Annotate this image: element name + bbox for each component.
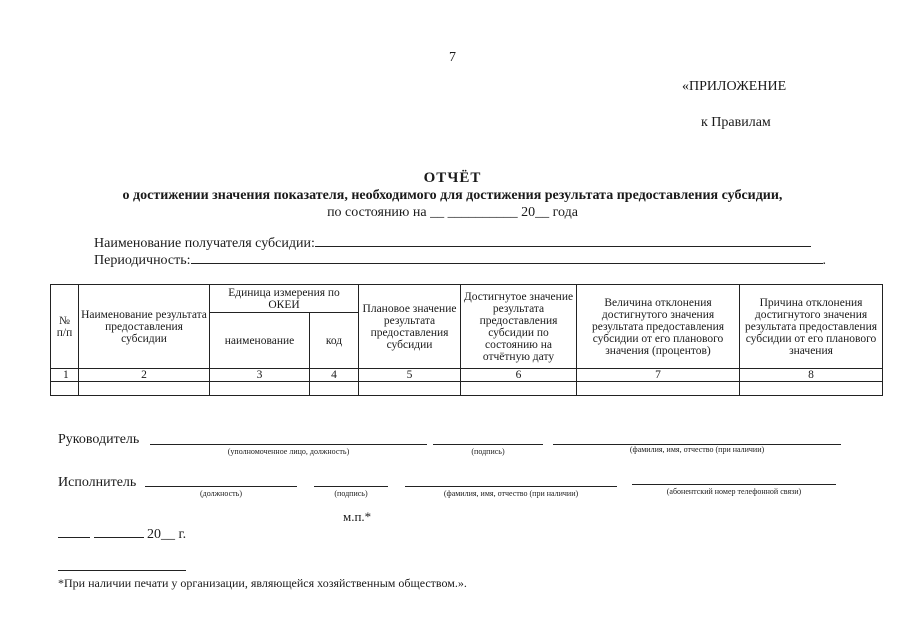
head-caption-signature: (подпись) (471, 447, 505, 456)
header-num: № п/п (51, 285, 79, 369)
exec-caption-phone: (абонентский номер телефонной связи) (666, 487, 802, 496)
periodicity-field (94, 251, 826, 269)
header-unit-code: код (310, 313, 359, 369)
head-label: Руководитель (58, 432, 140, 447)
date-line (58, 525, 186, 543)
head-caption-name: (фамилия, имя, отчество (при наличии) (629, 445, 765, 454)
header-deviation: Величина отклонения достигнутого значения результата предоставления субсидии от его планового значения (процентов) (577, 285, 740, 369)
column-number: 3 (210, 369, 310, 382)
exec-caption-position: (должность) (200, 489, 242, 498)
exec-caption-signature: (подпись) (334, 489, 368, 498)
header-unit-group: Единица измерения по ОКЕИ (210, 285, 359, 313)
report-table (50, 284, 883, 396)
page-number: 7 (449, 50, 456, 65)
head-signature-line (433, 444, 543, 445)
executor-label: Исполнитель (58, 475, 137, 490)
report-as-of: по состоянию на __ __________ 20__ года (327, 205, 578, 220)
appendix-label: «ПРИЛОЖЕНИЕ (682, 79, 787, 94)
date-suffix: 20__ г. (147, 527, 187, 542)
exec-phone-line (632, 484, 836, 485)
exec-signature-line (314, 486, 388, 487)
column-number: 7 (577, 369, 740, 382)
column-number: 4 (310, 369, 359, 382)
header-result-name: Наименование результата предоставления субсидии (79, 285, 210, 369)
header-achieved-value: Достигнутое значение результата предоставления субсидии по состоянию на отчётную дату (461, 285, 577, 369)
column-number: 8 (740, 369, 883, 382)
footnote: *При наличии печати у организации, являющейся хозяйственным обществом.». (58, 576, 467, 590)
report-title: ОТЧЁТ (423, 170, 482, 186)
column-number: 5 (359, 369, 461, 382)
column-number-row (51, 369, 883, 382)
header-planned-value: Плановое значение результата предоставления субсидии (359, 285, 461, 369)
recipient-field (94, 234, 811, 252)
exec-position-line (145, 486, 297, 487)
report-subtitle: о достижении значения показателя, необходимого для достижения результата предоставления субсидии, (122, 188, 783, 203)
exec-name-line (405, 486, 617, 487)
column-number: 1 (51, 369, 79, 382)
column-number: 6 (461, 369, 577, 382)
head-caption-position: (уполномоченное лицо, должность) (227, 447, 350, 456)
stamp-label: м.п.* (343, 509, 372, 524)
exec-caption-name: (фамилия, имя, отчество (при наличии) (443, 489, 579, 498)
recipient-label: Наименование получателя субсидии: (94, 236, 315, 251)
header-unit-name: наименование (210, 313, 310, 369)
periodicity-label: Периодичность: (94, 253, 191, 268)
appendix-to-label: к Правилам (701, 115, 771, 130)
periodicity-end: . (822, 253, 827, 268)
head-position-line (150, 444, 427, 445)
table-row (51, 382, 883, 396)
header-deviation-reason: Причина отклонения достигнутого значения результата предоставления субсидии от его планового значения (740, 285, 883, 369)
column-number: 2 (79, 369, 210, 382)
periodicity-line (191, 251, 823, 264)
footnote-divider (58, 570, 186, 571)
recipient-line (315, 234, 811, 247)
